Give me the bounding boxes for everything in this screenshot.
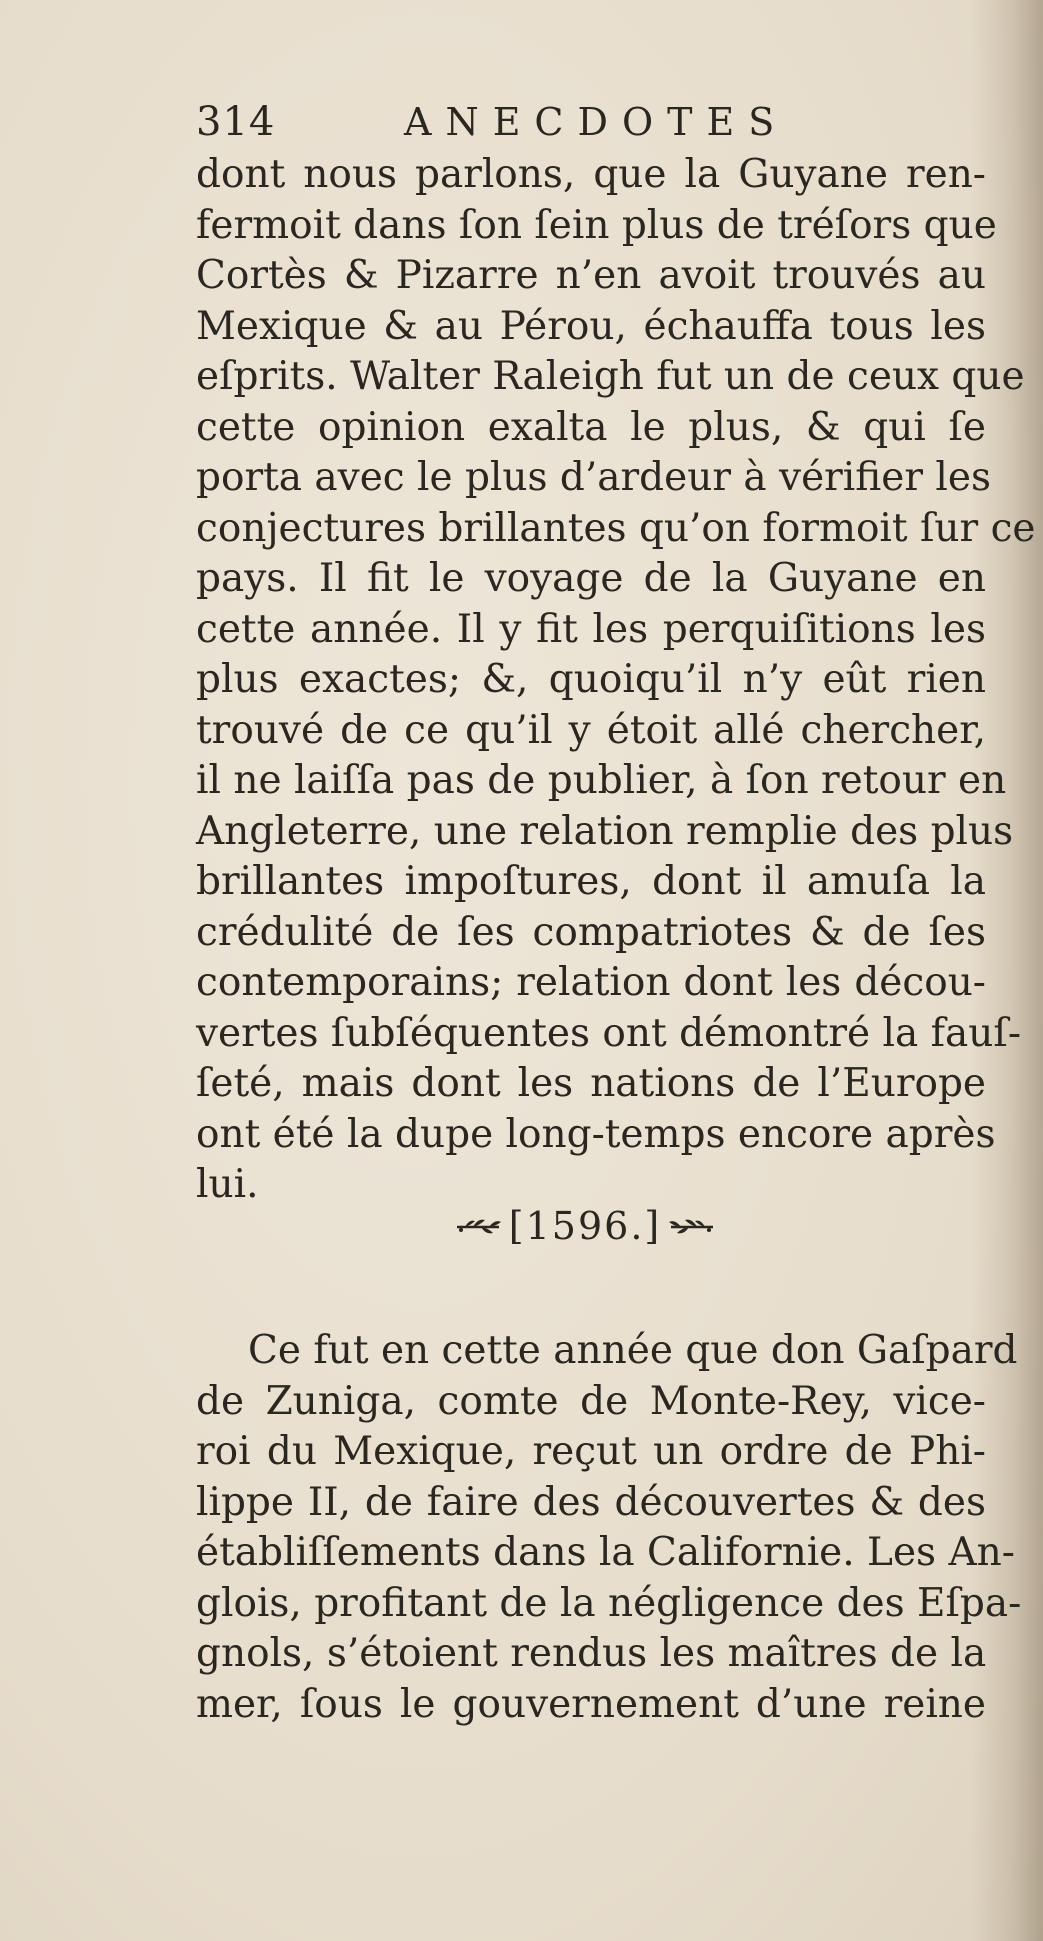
paragraph-2 [196, 1326, 1022, 1730]
text-line: Mexique & au Pérou, échauffa tous les [196, 303, 986, 349]
text-line: il ne laiſſa pas de publier, à ſon retour en [196, 758, 1007, 803]
page-number: 314 [196, 99, 276, 145]
text-line: ſeté, mais dont les nations de l’Europe [196, 1061, 986, 1106]
running-title: ANECDOTES [404, 100, 789, 144]
text-line: gnols, s’étoient rendus les maîtres de la [196, 1631, 987, 1676]
text-line: de Zuniga, comte de Monte-Rey, vice- [196, 1378, 986, 1424]
text-line: dont nous parlons, que la Guyane ren- [196, 152, 986, 197]
text-line: glois, profitant de la négligence des Eſpa- [196, 1580, 1022, 1626]
text-line: cette opinion exalta le plus, & qui ſe [196, 404, 986, 450]
leaf-ornament-right-icon [665, 1216, 715, 1236]
text-line: plus exactes; &, quoiqu’il n’y eût rien [196, 657, 986, 702]
text-line: lippe II, de faire des découvertes & des [196, 1479, 986, 1525]
text-line: brillantes impoſtures, dont il amuſa la [196, 859, 986, 904]
leaf-ornament-left-icon [455, 1216, 505, 1236]
text-line: lui. [196, 1162, 259, 1207]
text-line: eſprits. Walter Raleigh fut un de ceux que [196, 354, 1025, 399]
text-line: mer, ſous le gouvernement d’une reine [196, 1681, 986, 1727]
text-line: cette année. Il y fit les perquiſitions les [196, 606, 986, 652]
text-line: vertes ſubſéquentes ont démontré la fauſ- [196, 1010, 1022, 1056]
text-line: ont été la dupe long-temps encore après [196, 1111, 996, 1157]
date-heading [420, 1196, 750, 1256]
text-line: pays. Il fit le voyage de la Guyane en [196, 556, 986, 601]
date-heading-text: [1596.] [508, 1204, 662, 1248]
text-line: porta avec le plus d’ardeur à vérifier les [196, 455, 991, 500]
text-line: conjectures brillantes qu’on formoit ſur ce [196, 505, 1036, 551]
text-line: Cortès & Pizarre n’en avoit trouvés au [196, 253, 986, 298]
text-line: roi du Mexique, reçut un ordre de Phi- [196, 1429, 986, 1474]
text-line: crédulité de ſes compatriotes & de ſes [196, 909, 986, 955]
paragraph-1 [196, 150, 1036, 1211]
text-line: trouvé de ce qu’il y étoit allé chercher, [196, 707, 986, 753]
text-line: contemporains; relation dont les décou- [196, 960, 986, 1005]
text-line: Ce fut en cette année que don Gaſpard [248, 1328, 1018, 1373]
text-line: Angleterre, une relation remplie des plus [196, 808, 1014, 854]
page-header [196, 92, 816, 152]
text-line: fermoit dans ſon ſein plus de tréſors que [196, 202, 997, 248]
text-line: établiſſements dans la Californie. Les An- [196, 1530, 1015, 1575]
